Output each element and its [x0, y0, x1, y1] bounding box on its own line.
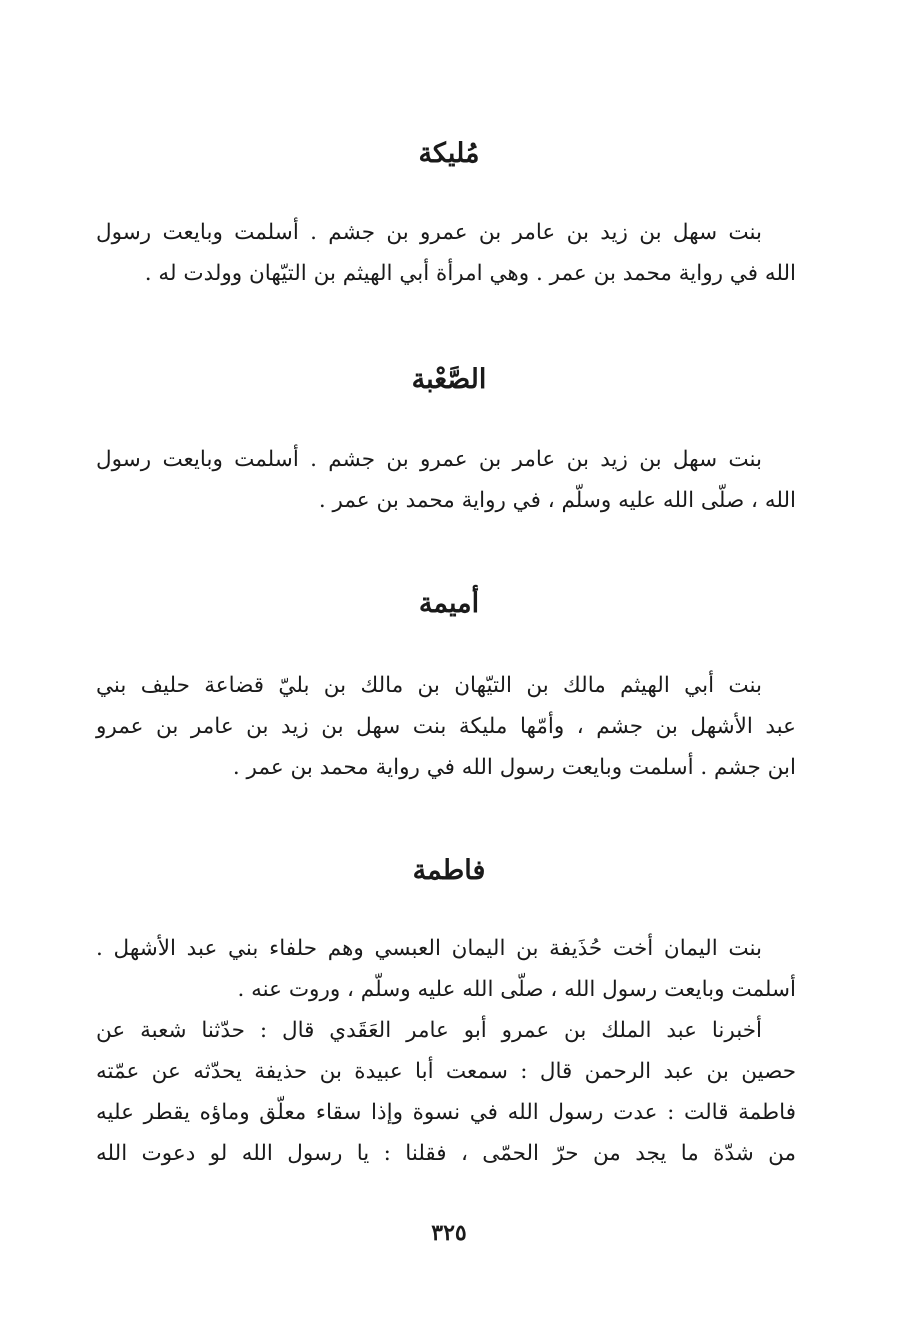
section-title-umayma: أميمة	[418, 588, 480, 619]
text-line: بنت سهل بن زيد بن عامر بن عمرو بن جشم . أسلمت وبايعت رسول	[96, 220, 762, 245]
text-line: من شدّة ما يجد من حرّ الحمّى ، فقلنا : يا رسول الله لو دعوت الله	[96, 1141, 796, 1166]
section-title-fatima: فاطمة	[412, 855, 486, 886]
paragraph-mulayka	[96, 212, 796, 294]
text-line: الله في رواية محمد بن عمر . وهي امرأة أبي الهيثم بن التيّهان وولدت له .	[144, 261, 796, 286]
page-number: ٣٢٥	[431, 1220, 467, 1246]
text-line: بنت اليمان أخت حُذَيفة بن اليمان العبسي وهم حلفاء بني عبد الأشهل .	[96, 936, 762, 961]
paragraph-saba	[96, 439, 796, 521]
text-line: أخبرنا عبد الملك بن عمرو أبو عامر العَقَدي قال : حدّثنا شعبة عن	[96, 1018, 762, 1043]
text-line: الله ، صلّى الله عليه وسلّم ، في رواية محمد بن عمر .	[318, 488, 796, 513]
paragraph-fatima	[96, 928, 796, 1174]
section-title-saba: الصَّعْبة	[411, 364, 487, 395]
section-title-mulayka: مُليكة	[418, 138, 480, 169]
text-line: بنت أبي الهيثم مالك بن التيّهان بن مالك بن بليّ قضاعة حليف بني	[96, 673, 762, 698]
text-line: بنت سهل بن زيد بن عامر بن عمرو بن جشم . أسلمت وبايعت رسول	[96, 447, 762, 472]
text-line: حصين بن عبد الرحمن قال : سمعت أبا عبيدة بن حذيفة يحدّثه عن عمّته	[96, 1059, 796, 1084]
text-line: عبد الأشهل بن جشم ، وأمّها مليكة بنت سهل بن زيد بن عامر بن عمرو	[96, 714, 796, 739]
text-line: فاطمة قالت : عدت رسول الله في نسوة وإذا سقاء معلّق وماؤه يقطر عليه	[96, 1100, 796, 1125]
paragraph-umayma	[96, 665, 796, 788]
text-line: أسلمت وبايعت رسول الله ، صلّى الله عليه وسلّم ، وروت عنه .	[237, 977, 796, 1002]
text-line: ابن جشم . أسلمت وبايعت رسول الله في رواية محمد بن عمر .	[232, 755, 796, 780]
